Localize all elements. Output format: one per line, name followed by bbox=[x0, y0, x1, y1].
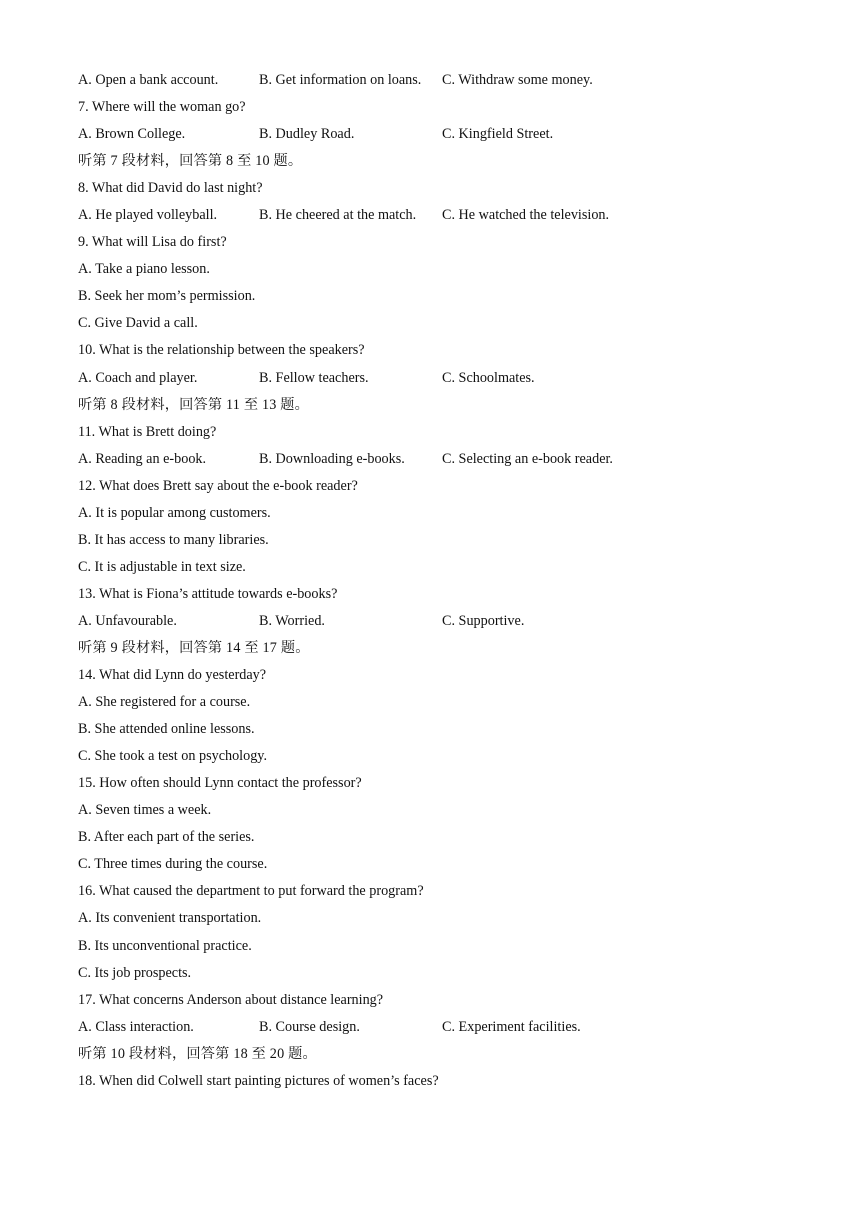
answer-options-row bbox=[78, 449, 798, 476]
option-c: C. Selecting an e-book reader. bbox=[442, 450, 613, 467]
option-b: B. Get information on loans. bbox=[259, 72, 422, 88]
text-line: C. Give David a call. bbox=[78, 315, 198, 332]
option-b: B. Downloading e-books. bbox=[259, 450, 405, 467]
option-a: A. Open a bank account. bbox=[78, 72, 219, 88]
option-a: A. Reading an e-book. bbox=[78, 450, 207, 467]
option-a: A. Unfavourable. bbox=[78, 612, 177, 629]
answer-options-row bbox=[78, 205, 798, 232]
option-b: B. He cheered at the match. bbox=[259, 207, 417, 224]
text-line: A. Seven times a week. bbox=[78, 802, 212, 819]
option-c: C. Supportive. bbox=[442, 612, 525, 629]
exam-content bbox=[78, 70, 798, 1098]
text-line: A. It is popular among customers. bbox=[78, 504, 271, 521]
answer-options-row bbox=[78, 124, 798, 151]
text-line: 10. What is the relationship between the speakers? bbox=[78, 342, 365, 359]
text-line: 14. What did Lynn do yesterday? bbox=[78, 667, 267, 684]
option-c: C. Withdraw some money. bbox=[442, 72, 593, 88]
text-line: 12. What does Brett say about the e-book reader? bbox=[78, 477, 358, 494]
option-b: B. Fellow teachers. bbox=[259, 369, 369, 386]
text-line: C. Three times during the course. bbox=[78, 856, 268, 873]
text-line: B. Its unconventional practice. bbox=[78, 937, 252, 954]
answer-options-row bbox=[78, 1017, 798, 1044]
option-c: C. Kingfield Street. bbox=[442, 126, 554, 143]
text-line: 17. What concerns Anderson about distance learning? bbox=[78, 991, 384, 1008]
option-a: A. Class interaction. bbox=[78, 1018, 194, 1035]
option-a: A. Coach and player. bbox=[78, 369, 198, 386]
text-line: B. It has access to many libraries. bbox=[78, 531, 269, 548]
option-a: A. He played volleyball. bbox=[78, 207, 218, 224]
text-line: 15. How often should Lynn contact the professor? bbox=[78, 775, 362, 792]
text-line: C. Its job prospects. bbox=[78, 964, 192, 981]
text-line: A. She registered for a course. bbox=[78, 694, 251, 711]
text-line: C. It is adjustable in text size. bbox=[78, 558, 246, 575]
section-instruction: 听第 9 段材料，回答第 14 至 17 题。 bbox=[78, 639, 310, 656]
option-c: C. Experiment facilities. bbox=[442, 1018, 581, 1035]
text-line: 18. When did Colwell start painting pictures of women’s faces? bbox=[78, 1072, 439, 1089]
text-line: C. She took a test on psychology. bbox=[78, 748, 268, 765]
text-line: 7. Where will the woman go? bbox=[78, 99, 246, 116]
text-line: B. After each part of the series. bbox=[78, 829, 255, 846]
text-line: B. She attended online lessons. bbox=[78, 721, 255, 738]
text-line: A. Its convenient transportation. bbox=[78, 910, 262, 927]
option-b: B. Dudley Road. bbox=[259, 126, 355, 143]
option-c: C. He watched the television. bbox=[442, 207, 610, 224]
option-b: B. Worried. bbox=[259, 612, 325, 629]
option-c: C. Schoolmates. bbox=[442, 369, 535, 386]
section-instruction: 听第 8 段材料，回答第 11 至 13 题。 bbox=[78, 396, 310, 413]
text-line: 13. What is Fiona’s attitude towards e-books? bbox=[78, 585, 338, 602]
answer-options-row bbox=[78, 611, 798, 638]
text-line: B. Seek her mom’s permission. bbox=[78, 288, 256, 305]
option-b: B. Course design. bbox=[259, 1018, 360, 1035]
section-instruction: 听第 10 段材料，回答第 18 至 20 题。 bbox=[78, 1045, 317, 1062]
section-instruction: 听第 7 段材料，回答第 8 至 10 题。 bbox=[78, 153, 303, 170]
text-line: 9. What will Lisa do first? bbox=[78, 234, 227, 251]
option-a: A. Brown College. bbox=[78, 126, 186, 143]
text-line: 8. What did David do last night? bbox=[78, 180, 263, 197]
answer-options-row bbox=[78, 368, 798, 395]
text-line: 16. What caused the department to put forward the program? bbox=[78, 883, 424, 900]
text-line: 11. What is Brett doing? bbox=[78, 423, 217, 440]
answer-options-row bbox=[78, 70, 798, 97]
text-line: A. Take a piano lesson. bbox=[78, 261, 210, 278]
